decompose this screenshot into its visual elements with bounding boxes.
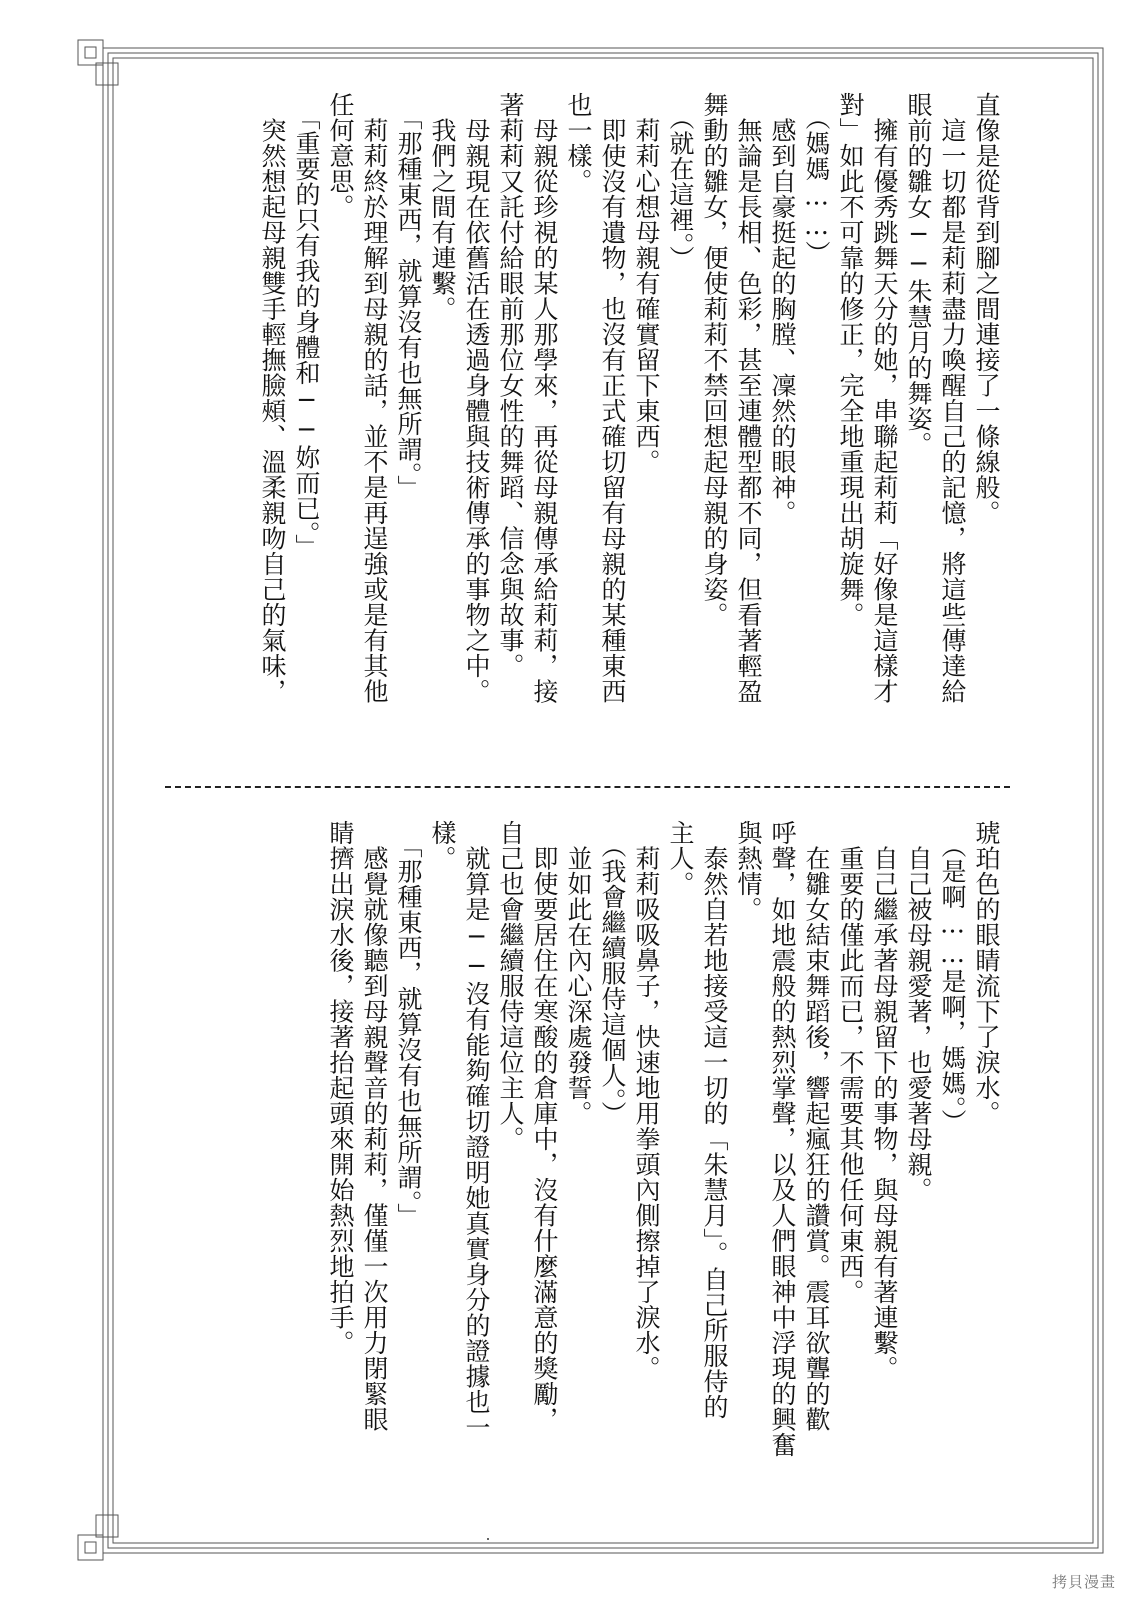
- text-column: 著莉莉又託付給眼前那位女性的舞蹈、信念與故事。: [496, 92, 525, 679]
- text-column: 自己被母親愛著，也愛著母親。: [904, 820, 933, 1203]
- text-column: 即使沒有遺物，也沒有正式確切留有母親的某種東西: [598, 92, 627, 704]
- text-column: 樣。: [428, 820, 457, 871]
- text-column: 莉莉終於理解到母親的話，並不是再逞強或是有其他: [360, 92, 389, 704]
- text-column: 重要的僅此而已，不需要其他任何東西。: [836, 820, 865, 1305]
- page-mark: [487, 1538, 489, 1540]
- text-column: 「重要的只有我的身體和──妳而已。」: [292, 92, 321, 560]
- text-column: 我們之間有連繫。: [428, 92, 457, 322]
- text-column: 突然想起母親雙手輕撫臉頰、溫柔親吻自己的氣味，: [258, 92, 287, 704]
- text-column: 呼聲，如地震般的熱烈掌聲，以及人們眼神中浮現的興奮: [768, 820, 797, 1458]
- text-column: 眼前的雛女──朱慧月的舞姿。: [904, 92, 933, 457]
- text-column: 就算是──沒有能夠確切證明她真實身分的證據也一: [462, 820, 491, 1440]
- text-column: 母親從珍視的某人那學來，再從母親傳承給莉莉，接: [530, 92, 559, 704]
- text-column: 無論是長相、色彩，甚至連體型都不同，但看著輕盈: [734, 92, 763, 704]
- text-column: （是啊……是啊，媽媽。）: [938, 820, 967, 1135]
- text-column: 自己繼承著母親留下的事物，與母親有著連繫。: [870, 820, 899, 1381]
- text-column: 對」如此不可靠的修正，完全地重現出胡旋舞。: [836, 92, 865, 628]
- text-column: 也一樣。: [564, 92, 593, 194]
- text-column: （媽媽……）: [802, 92, 831, 266]
- text-column: 這一切都是莉莉盡力喚醒自己的記憶，將這些傳達給: [938, 92, 967, 704]
- text-column: 「那種東西，就算沒有也無所謂。」: [394, 820, 423, 1229]
- text-column: 睛擠出淚水後，接著抬起頭來開始熱烈地拍手。: [326, 820, 355, 1356]
- text-column: （我會繼續服侍這個人。）: [598, 820, 627, 1127]
- text-column: 並如此在內心深處發誓。: [564, 820, 593, 1126]
- text-column: 主人。: [666, 820, 695, 897]
- text-column: 在雛女結束舞蹈後，響起瘋狂的讚賞。震耳欲聾的歡: [802, 820, 831, 1432]
- text-column: 任何意思。: [326, 92, 355, 220]
- text-column: 莉莉吸吸鼻子，快速地用拳頭內側擦掉了淚水。: [632, 820, 661, 1381]
- section-divider: [165, 786, 1010, 788]
- text-column: 擁有優秀跳舞天分的她，串聯起莉莉「好像是這樣才: [870, 92, 899, 704]
- text-column: 與熱情。: [734, 820, 763, 922]
- text-column: 琥珀色的眼睛流下了淚水。: [972, 820, 1001, 1126]
- watermark: 拷貝漫畫: [1051, 1573, 1116, 1591]
- text-column: 即使要居住在寒酸的倉庫中，沒有什麼滿意的獎勵，: [530, 820, 559, 1432]
- text-column: 感覺就像聽到母親聲音的莉莉，僅僅一次用力閉緊眼: [360, 820, 389, 1432]
- text-column: （就在這裡。）: [666, 92, 695, 271]
- text-column: 舞動的雛女，便使莉莉不禁回想起母親的身姿。: [700, 92, 729, 628]
- text-column: 直像是從背到腳之間連接了一條線般。: [972, 92, 1001, 526]
- text-column: 自己也會繼續服侍這位主人。: [496, 820, 525, 1152]
- text-column: 莉莉心想母親有確實留下東西。: [632, 92, 661, 475]
- text-column: 感到自豪挺起的胸膛、凜然的眼神。: [768, 92, 797, 526]
- text-column: 「那種東西，就算沒有也無所謂。」: [394, 92, 423, 501]
- text-column: 母親現在依舊活在透過身體與技術傳承的事物之中。: [462, 92, 491, 704]
- text-column: 泰然自若地接受這一切的「朱慧月」。自己所服侍的: [700, 820, 729, 1420]
